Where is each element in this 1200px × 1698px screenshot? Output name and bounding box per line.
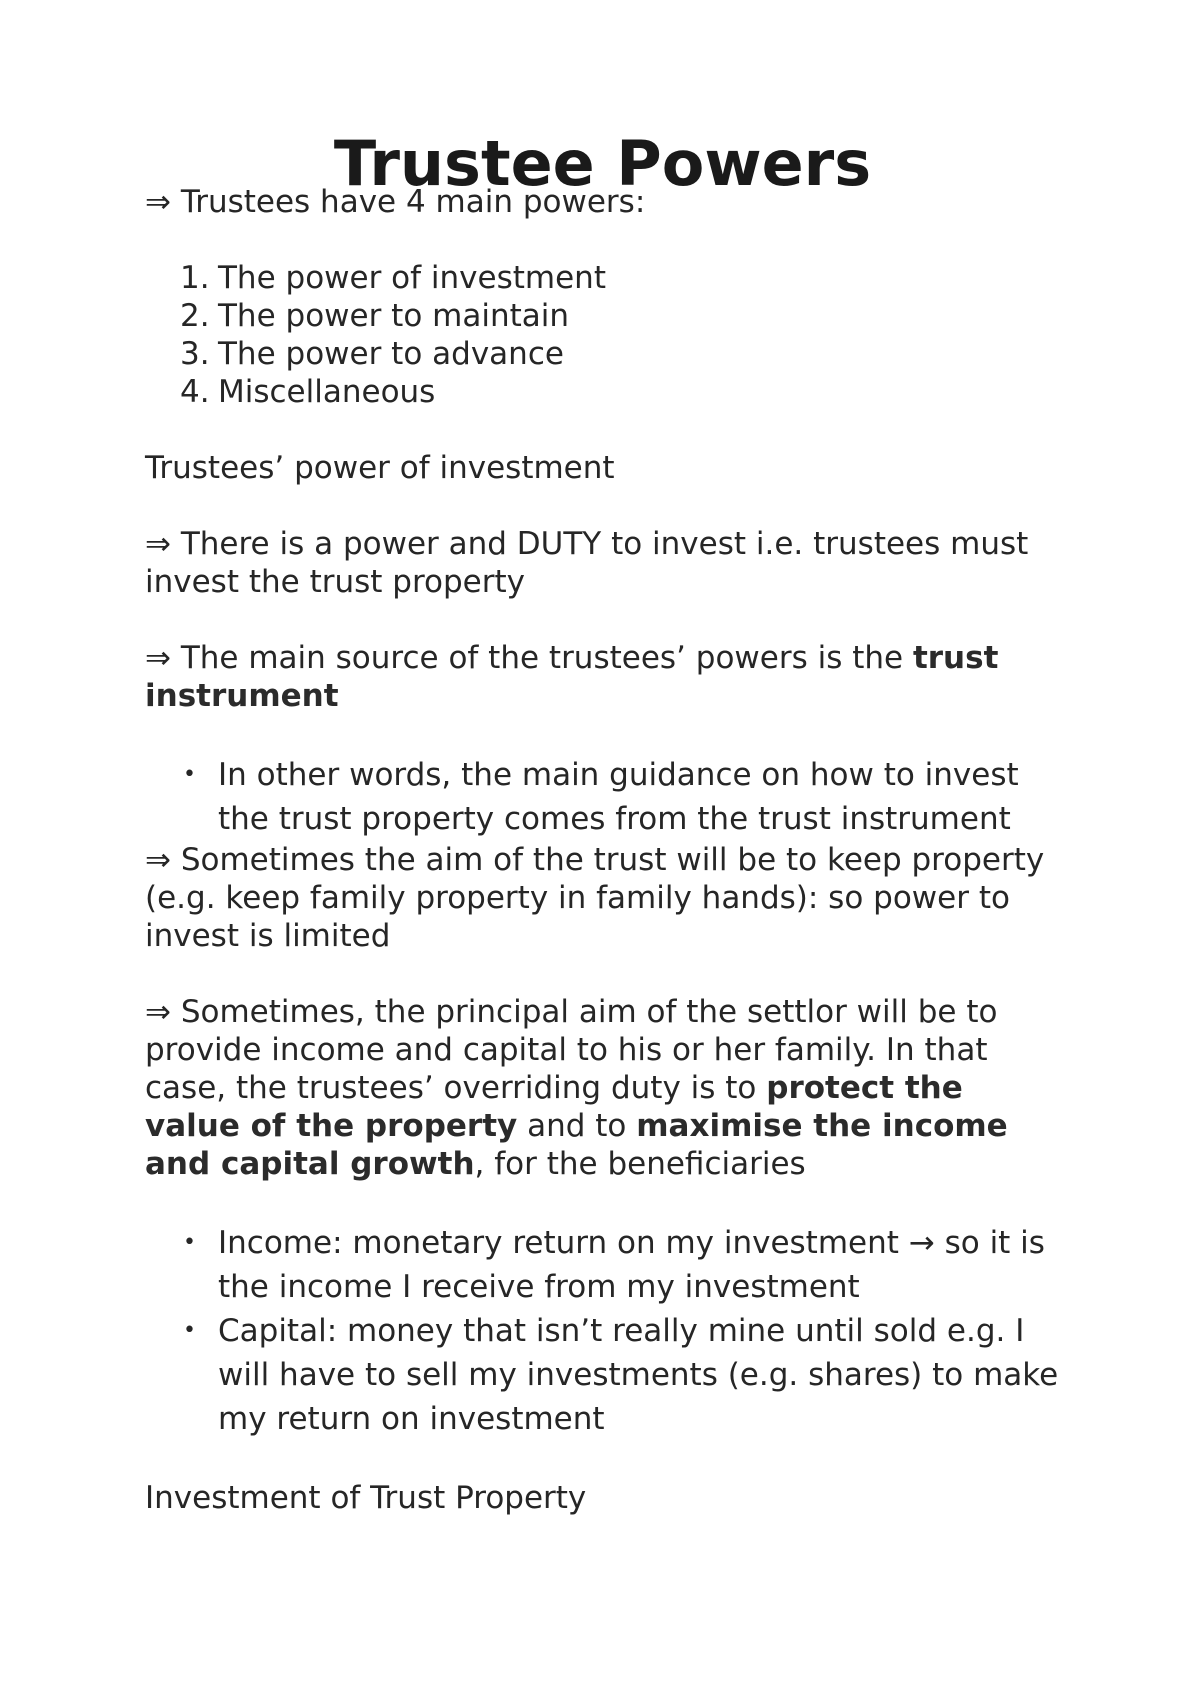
bullet-item [145,1221,1060,1309]
spacer [145,715,1060,753]
list-item-text: The power to advance [218,336,564,372]
spacer [145,221,1060,259]
bullet-marker: • [183,762,196,787]
bullet-marker: • [183,1318,196,1343]
paragraph-aim-part3: , for the beneficiaries [474,1146,806,1182]
intro-text: ⇒ Trustees have 4 main powers: [145,184,646,220]
powers-list [145,259,1060,411]
list-marker: 1. [180,260,210,296]
spacer [145,601,1060,639]
list-item [145,297,1060,335]
guidance-bullet-list [145,753,1060,841]
bullet-text: Income: monetary return on my investment → so it is the income I receive from my investment [218,1225,1045,1305]
bullet-marker: • [183,1230,196,1255]
list-marker: 3. [180,336,210,372]
bullet-text: In other words, the main guidance on how to invest the trust property comes from the trust instrument [218,757,1019,837]
paragraph-duty: ⇒ There is a power and DUTY to invest i.e. trustees must invest the trust property [145,526,1029,600]
bullet-text: Capital: money that isn’t really mine until sold e.g. I will have to sell my investments (e.g. shares) to make my return on investment [218,1313,1059,1437]
paragraph-source-text: ⇒ The main source of the trustees’ powers is the [145,640,913,676]
list-item [145,259,1060,297]
section-heading-trust-property: Investment of Trust Property [145,1480,587,1516]
paragraph-source [145,639,1060,715]
spacer [145,1441,1060,1479]
paragraph-aim-bold2: maximise the income and capital growth [145,1108,1008,1182]
paragraph-settlor-aim [145,993,1060,1183]
bullet-item [145,753,1060,841]
bullet-item [145,1309,1060,1441]
paragraph-aim-part1: ⇒ Sometimes, the principal aim of the settlor will be to provide income and capital to his or her family. In that case, the trustees’ overriding duty is to [145,994,998,1106]
list-marker: 4. [180,374,210,410]
spacer [145,1183,1060,1221]
list-item-text: The power of investment [218,260,606,296]
list-item [145,335,1060,373]
page-title: Trustee Powers [333,127,872,200]
paragraph-keep-property: ⇒ Sometimes the aim of the trust will be to keep property (e.g. keep family property in family hands): so power to invest is limited [145,842,1045,954]
section-heading-investment-power: Trustees’ power of investment [145,450,615,486]
list-marker: 2. [180,298,210,334]
list-item-text: The power to maintain [218,298,570,334]
income-capital-bullet-list [145,1221,1060,1441]
document-page [145,127,1060,1517]
paragraph-source-bold: trust instrument [145,640,999,714]
paragraph-aim-bold1: protect the value of the property [145,1070,963,1144]
list-item [145,373,1060,411]
spacer [145,411,1060,449]
spacer [145,955,1060,993]
list-item-text: Miscellaneous [218,374,436,410]
spacer [145,487,1060,525]
paragraph-aim-part2: and to [517,1108,637,1144]
